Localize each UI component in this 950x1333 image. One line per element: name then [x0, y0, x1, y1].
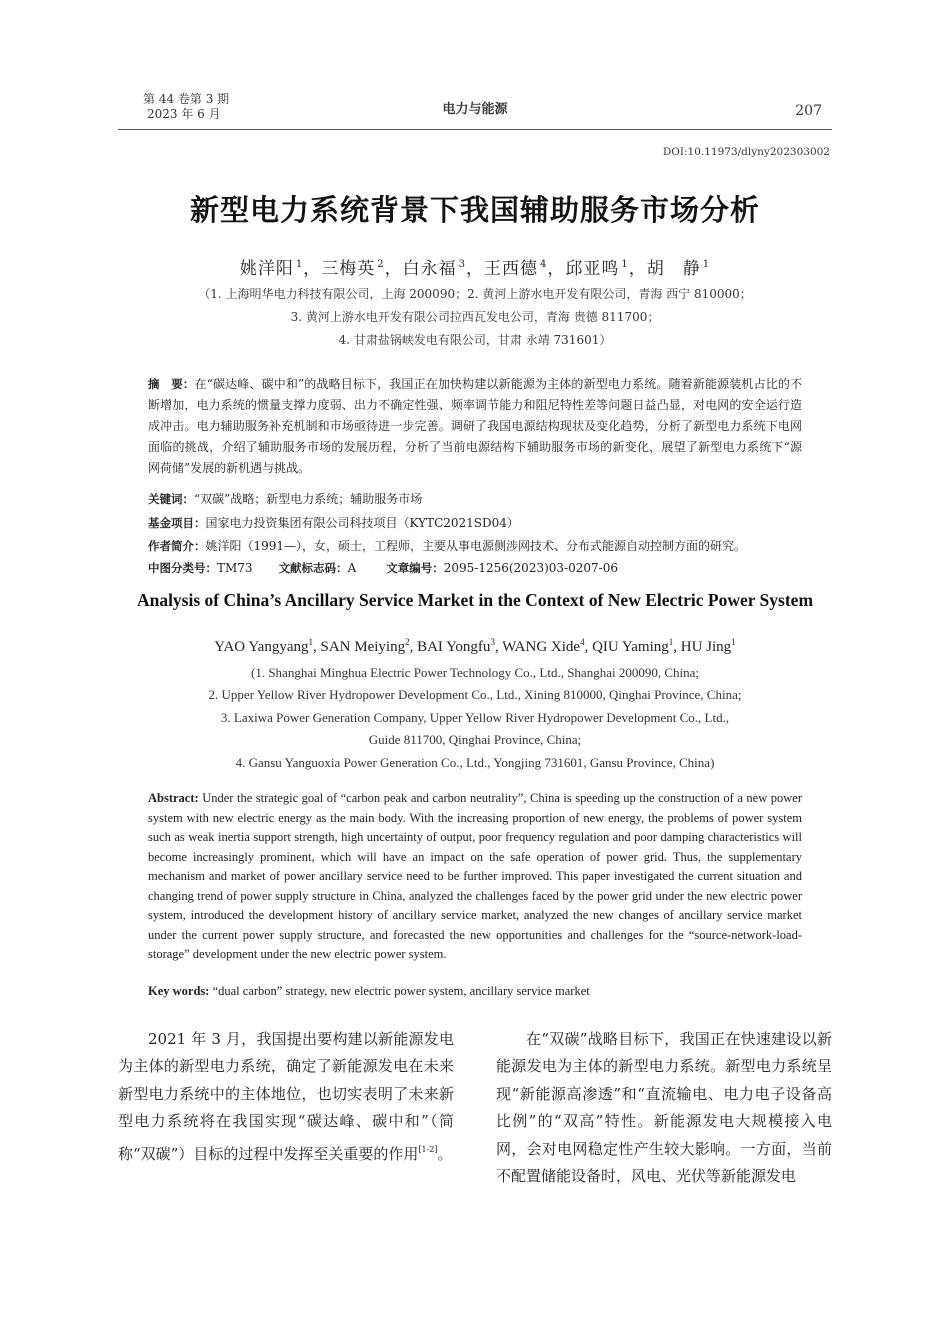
abstract-en-text: Under the strategic goal of “carbon peak and carbon neutrality”, China is speeding up the construction of a new power system with new electric energy as the main body. With the increasing proportion of new energy, the problems of power system such as weak inertia support strength, high uncertainty of output, poor frequency regulation and poor damping characteristics will become increasingly prominent, which will have an impact on the safe operation of power grid. Thus, the supplementary mechanism and market of power ancillary service need to be further improved. This paper investigated the current situation and changing trend of power supply structure in China, analyzed the challenges faced by the power grid under the new electric power system, introduced the development history of ancillary service market, analyzed the new changes of ancillary service market under the current power supply structure, and forecasted the new opportunities and challenges for the “source-network-load-storage” development under the new electric power system.	[148, 791, 802, 961]
affiliation-en: Guide 811700, Qinghai Province, China;	[368, 732, 582, 747]
citation: [1-2]	[418, 1144, 438, 1154]
author: 胡 静 $^1$	[646, 259, 711, 279]
abstract-en-label: Abstract:	[148, 791, 199, 805]
body-column-right: 在“双碳”战略目标下，我国正在快速建设以新能源发电为主体的新型电力系统。新型电力系统呈现“新能源高渗透”和“直流输电、电力电子设备高比例”的“双高”特性。新能源发电大规模接入电网，会对电网稳定性产生较大影响。一方面，当前不配置储能设备时，风电、光伏等新能源发电	[496, 1030, 832, 1186]
classification: 中图分类号：TM73 文献标志码：A 文章编号：2095-1256(2023)03-0207-06	[148, 561, 618, 575]
header-rule	[118, 129, 832, 130]
author-bio-cn: 作者简介：姚洋阳（1991—），女，硕士，工程师，主要从事电源侧涉网技术、分布式能源自动控制方面的研究。	[148, 539, 747, 553]
affiliation-en: 4. Gansu Yanguoxia Power Generation Co., Ltd., Yongjing 731601, Gansu Province, China)	[235, 755, 715, 770]
body-column-left: 2021 年 3 月，我国提出要构建以新能源发电为主体的新型电力系统，确定了新能源发电在未来新型电力系统中的主体地位，也切实表明了未来新型电力系统将在我国实现“碳达峰、碳中和”（简称“双碳”）目标的过程中发挥至关重要的作用[1-2]。	[118, 1030, 454, 1163]
doi: DOI:10.11973/dlyny202303002	[662, 146, 830, 158]
affiliation-en: 2. Upper Yellow River Hydropower Development Co., Ltd., Xining 810000, Qinghai Province, China;	[208, 687, 742, 702]
author: 三梅英 $^2$	[321, 259, 385, 279]
author: 王西德 $^4$	[484, 259, 548, 279]
affiliation-cn: 4. 甘肃盐锅峡发电有限公司，甘肃 永靖 731601）	[338, 333, 612, 347]
affiliation-cn: （1. 上海明华电力科技有限公司，上海 200090；2. 黄河上游水电开发有限公司，青海 西宁 810000；	[198, 287, 752, 301]
author: 姚洋阳 $^1$	[239, 259, 304, 279]
affiliation-en: 3. Laxiwa Power Generation Company, Upper Yellow River Hydropower Development Co., Ltd.,	[220, 710, 730, 725]
page-number: 207	[795, 103, 822, 119]
abstract-text: 在“碳达峰、碳中和”的战略目标下，我国正在加快构建以新能源为主体的新型电力系统。随着新能源装机占比的不断增加，电力系统的惯量支撑力度弱、出力不确定性强、频率调节能力和阻尼特性差等问题日益凸显，对电网的安全运行造成冲击。电力辅助服务补充机制和市场亟待进一步完善。调研了我国电源结构现状及变化趋势，分析了新型电力系统下电网面临的挑战，介绍了辅助服务市场的发展历程，分析了当前电源结构下辅助服务市场的新变化，展望了新型电力系统下“源网荷储”发展的新机遇与挑战。	[148, 377, 802, 475]
abstract-cn	[148, 374, 802, 479]
author: 白永福 $^3$	[402, 259, 466, 279]
paper-title-en: Analysis of China’s Ancillary Service Market in the Context of New Electric Power System	[136, 590, 814, 610]
affiliation-cn: 3. 黄河上游水电开发有限公司拉西瓦发电公司，青海 贵德 811700；	[290, 310, 660, 324]
keywords-cn: 关键词：“双碳”战略；新型电力系统；辅助服务市场	[148, 492, 423, 506]
journal-name: 电力与能源	[442, 102, 508, 117]
fund-cn: 基金项目：国家电力投资集团有限公司科技项目（KYTC2021SD04）	[148, 516, 519, 530]
authors-cn: 姚洋阳 $^1$，三梅英 $^2$，白永福 $^3$，王西德 $^4$，邱亚鸣 $^1$，胡 静 $^1$	[239, 259, 711, 279]
issue-date: 2023 年 6 月	[147, 107, 221, 121]
volume-issue: 第 44 卷第 3 期	[143, 92, 230, 106]
authors-en: YAO Yangyang$^1$, SAN Meiying$^2$, BAI Yongfu$^3$, WANG Xide$^4$, QIU Yaming$^1$, HU Jing$^1$	[214, 637, 736, 655]
affiliation-en: (1. Shanghai Minghua Electric Power Technology Co., Ltd., Shanghai 200090, China;	[250, 665, 699, 680]
author: 邱亚鸣 $^1$	[565, 259, 629, 279]
abstract-en	[148, 789, 802, 965]
paper-title: 新型电力系统背景下我国辅助服务市场分析	[189, 193, 760, 227]
abstract-label: 摘 要：	[148, 377, 195, 391]
keywords-en: Key words: “dual carbon” strategy, new electric power system, ancillary service market	[148, 984, 590, 998]
